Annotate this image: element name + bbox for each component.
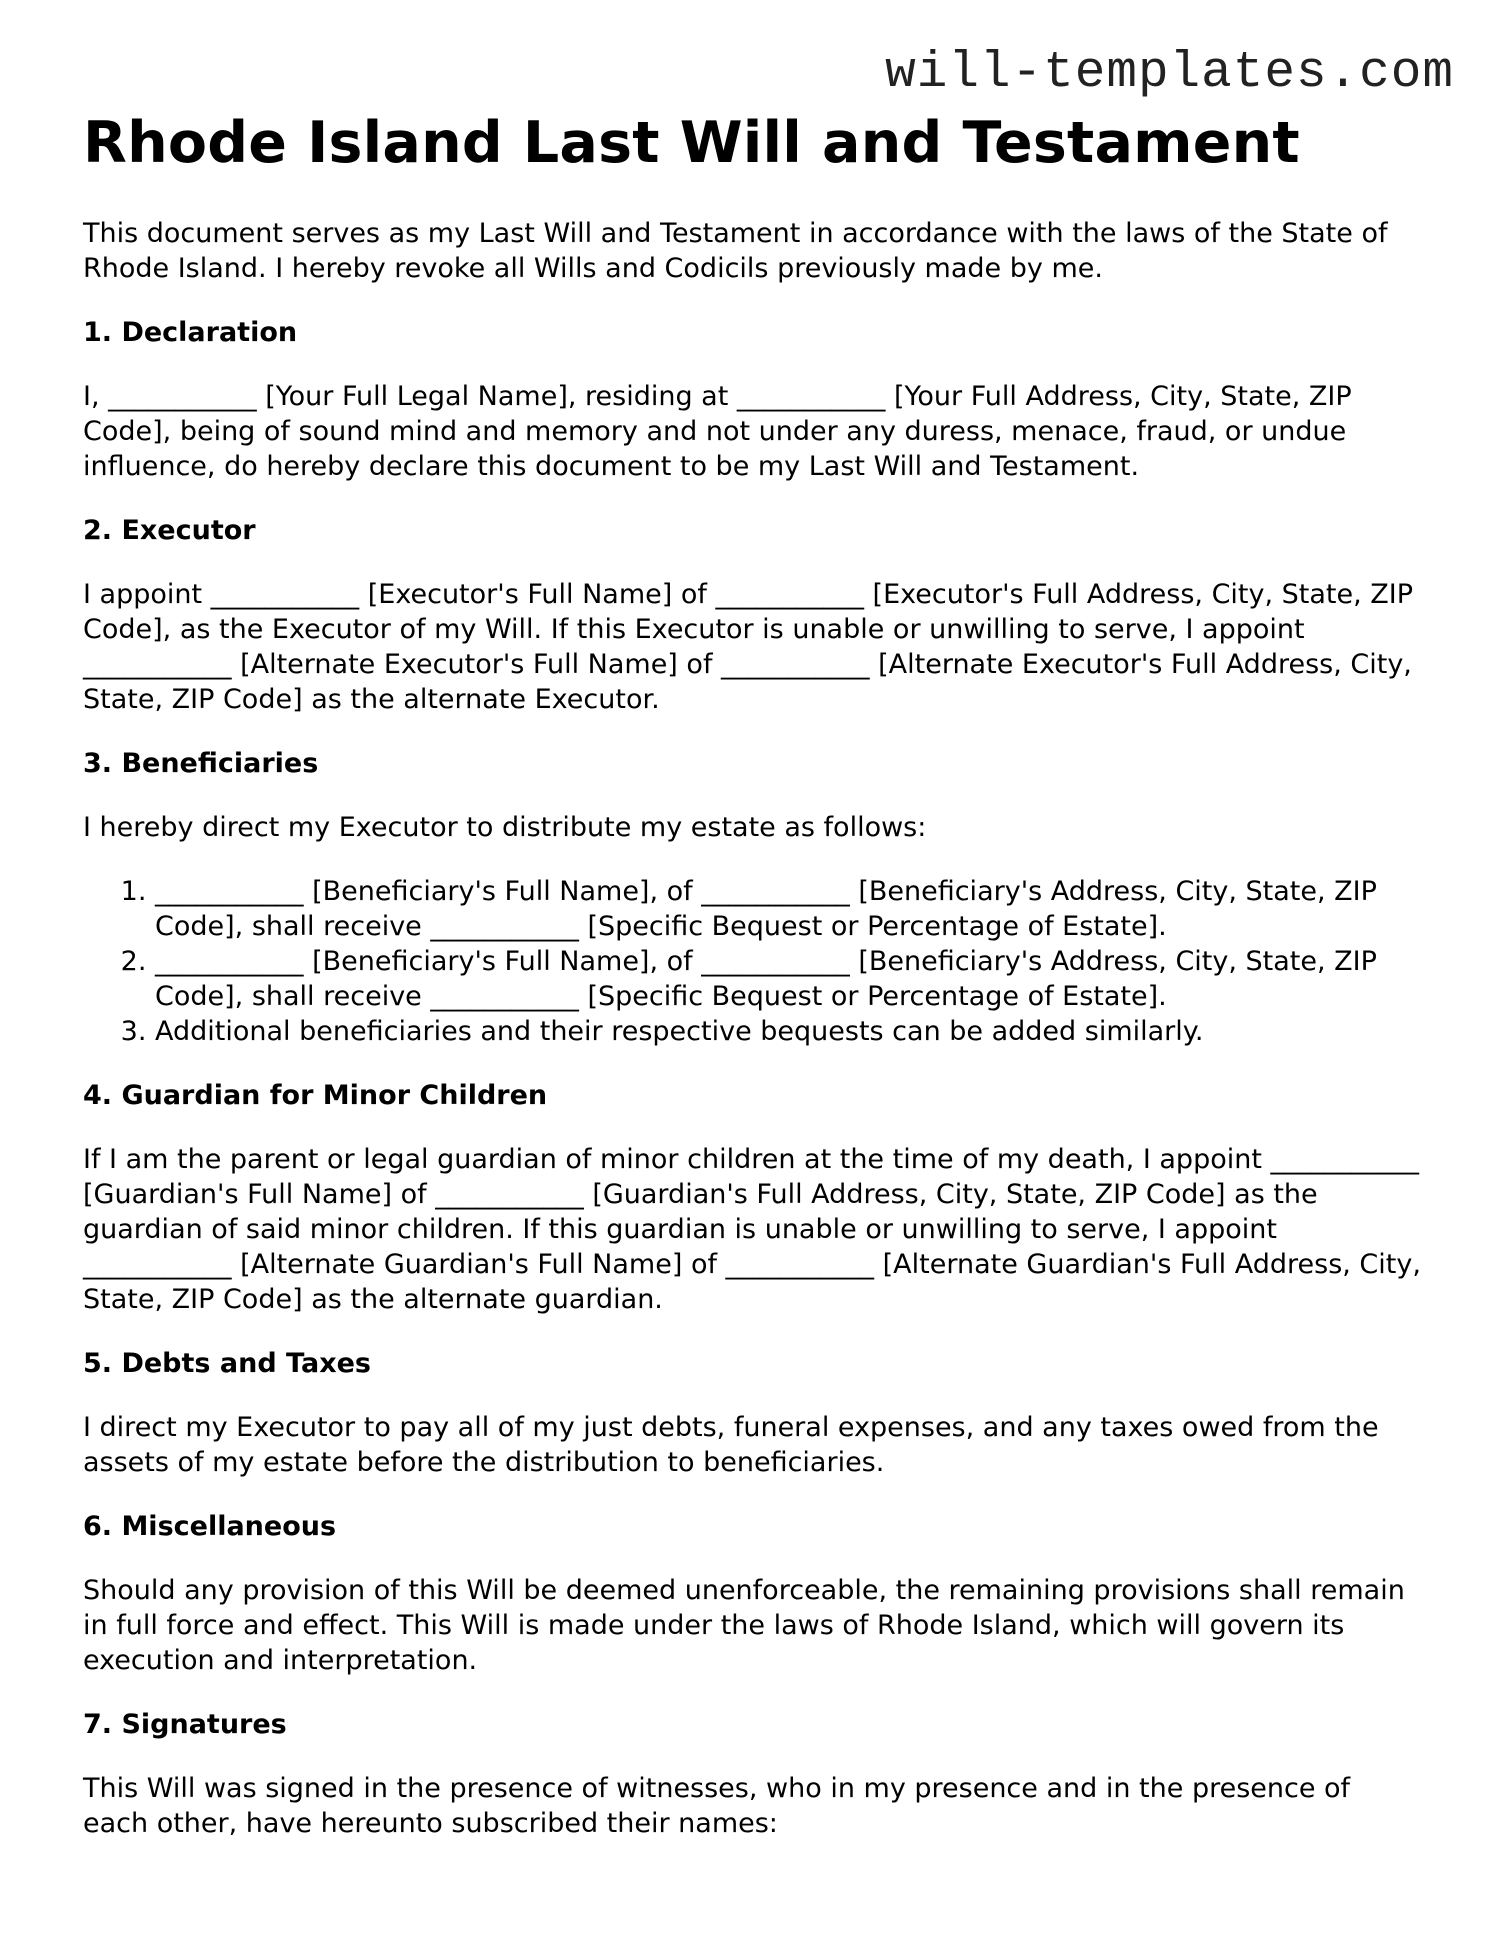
beneficiary-list-item: 3. Additional beneficiaries and their respective bequests can be added similarly. — [155, 1014, 1423, 1049]
section-text-miscellaneous: Should any provision of this Will be deemed unenforceable, the remaining provisions shall remain in full force and effect. This Will is made under the laws of Rhode Island, which will govern its execution and interpretation. — [83, 1575, 1405, 1676]
section-text-declaration: I, ___________ [Your Full Legal Name], residing at ___________ [Your Full Address, City, State, ZIP Code], being of sound mind and memory and not under any duress, menace, fraud, or undue influence, do hereby declare this document to be my Last Will and Testament. — [83, 381, 1352, 482]
document-body — [83, 110, 1423, 1870]
section-text-executor: I appoint ___________ [Executor's Full Name] of ___________ [Executor's Full Address, City, State, ZIP Code], as the Executor of my Will. If this Executor is unable or unwilling to serve, I appoint ___________ [Alternate Executor's Full Name] of ___________ [Alternate Executor's Full Address, City, State, ZIP Code] as the alternate Executor. — [83, 579, 1414, 715]
beneficiary-list-item: 1. ___________ [Beneficiary's Full Name], of ___________ [Beneficiary's Address, City, State, ZIP Code], shall receive ___________ [Specific Bequest or Percentage of Estate]. — [155, 874, 1423, 944]
section-heading-declaration: 1. Declaration — [83, 317, 298, 348]
section-heading-guardian: 4. Guardian for Minor Children — [83, 1080, 548, 1111]
section-heading-signatures: 7. Signatures — [83, 1709, 287, 1740]
section-text-debts: I direct my Executor to pay all of my just debts, funeral expenses, and any taxes owed from the assets of my estate before the distribution to beneficiaries. — [83, 1412, 1379, 1478]
section-text-guardian: If I am the parent or legal guardian of minor children at the time of my death, I appoint ___________ [Guardian's Full Name] of ___________ [Guardian's Full Address, City, State, ZIP Code] as the guardian of said minor children. If this guardian is unable or unwilling to serve, I appoint ___________ [Alternate Guardian's Full Name] of ___________ [Alternate Guardian's Full Address, City, State, ZIP Code] as the alternate guardian. — [83, 1144, 1421, 1315]
section-heading-executor: 2. Executor — [83, 515, 256, 546]
section-heading-beneficiaries: 3. Beneficiaries — [83, 748, 319, 779]
beneficiary-list — [83, 874, 1423, 1049]
site-watermark: will-templates.com — [885, 45, 1454, 102]
document-title: Rhode Island Last Will and Testament — [83, 110, 1300, 176]
section-heading-miscellaneous: 6. Miscellaneous — [83, 1511, 337, 1542]
section-heading-debts: 5. Debts and Taxes — [83, 1348, 371, 1379]
section-text-signatures: This Will was signed in the presence of witnesses, who in my presence and in the presence of each other, have hereunto subscribed their names: — [83, 1773, 1351, 1839]
section-text-beneficiaries: I hereby direct my Executor to distribute my estate as follows: — [83, 812, 927, 843]
beneficiary-list-item: 2. ___________ [Beneficiary's Full Name], of ___________ [Beneficiary's Address, City, State, ZIP Code], shall receive ___________ [Specific Bequest or Percentage of Estate]. — [155, 944, 1423, 1014]
intro-paragraph: This document serves as my Last Will and Testament in accordance with the laws of the State of Rhode Island. I hereby revoke all Wills and Codicils previously made by me. — [83, 218, 1388, 284]
